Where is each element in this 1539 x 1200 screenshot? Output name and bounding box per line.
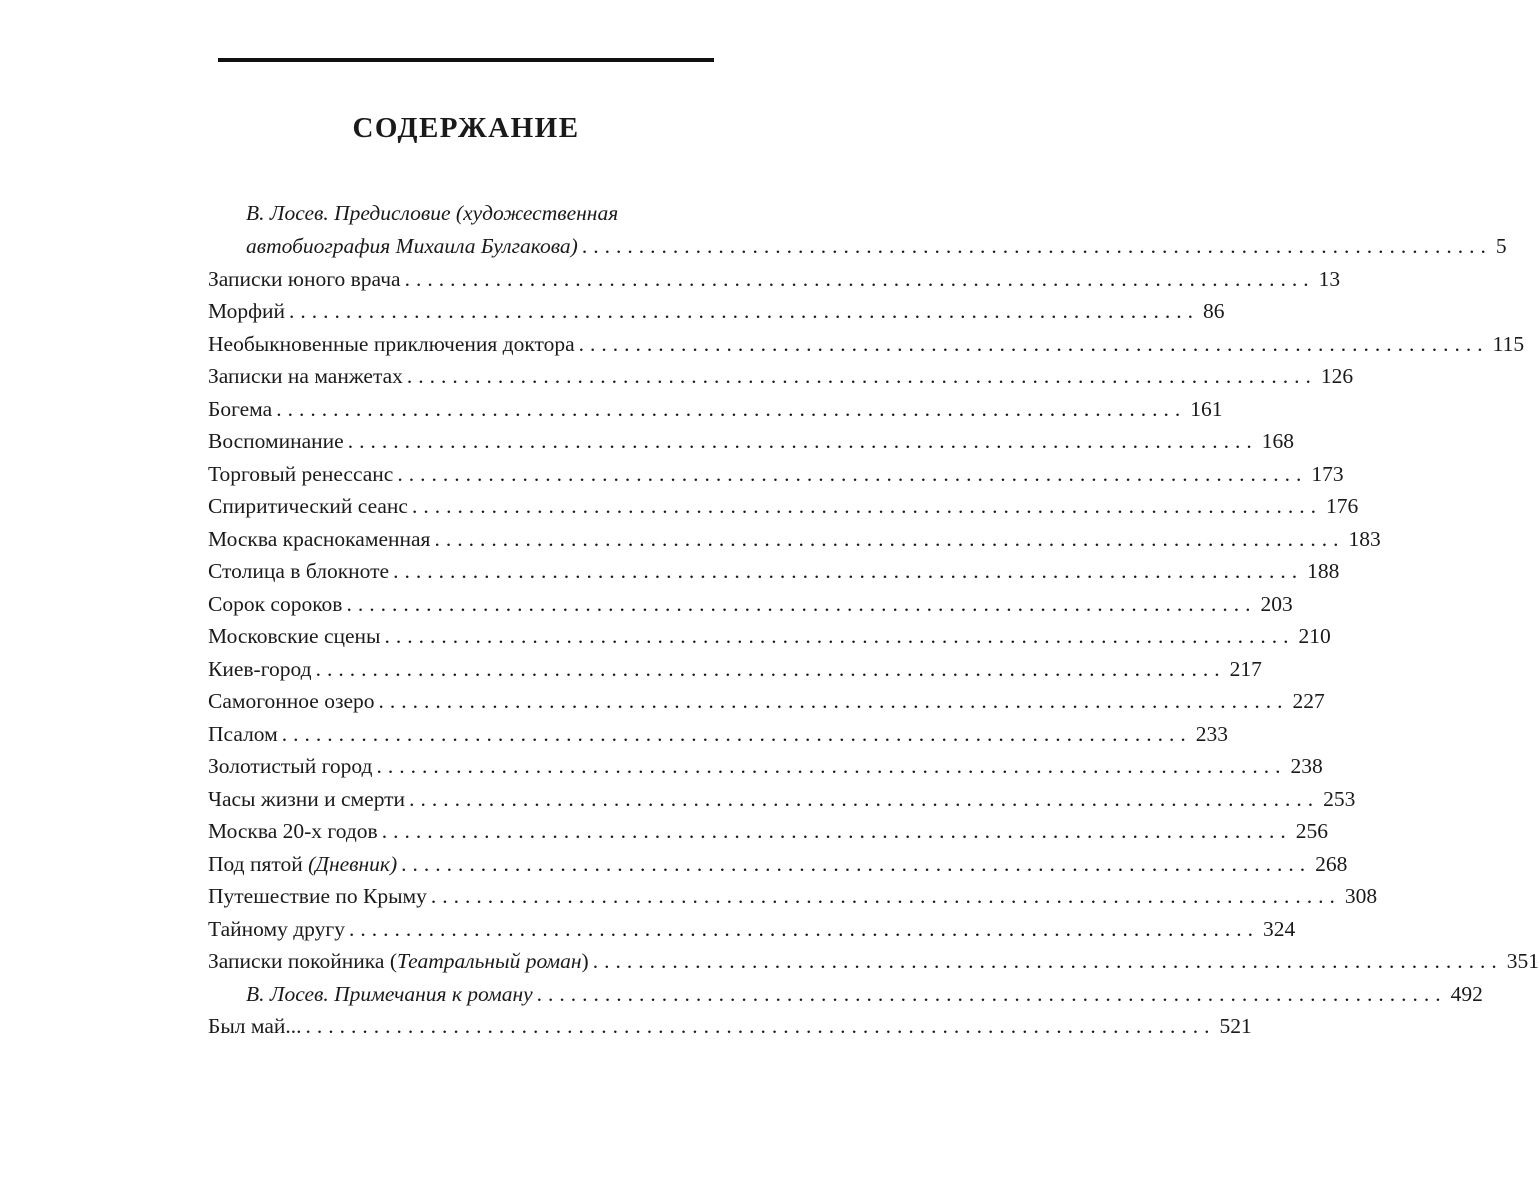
toc-page-number: 183 [1348, 526, 1381, 551]
leader-dots: ................................................................................ [397, 461, 1308, 486]
toc-entry-title: Спиритический сеанс [208, 494, 408, 518]
toc-entry[interactable] [208, 523, 1381, 556]
toc-page-number: 210 [1298, 624, 1331, 648]
toc-entry[interactable] [208, 490, 1359, 523]
leader-dots: ................................................................................ [347, 429, 1258, 453]
toc-page-number: 521 [1219, 1014, 1252, 1038]
toc-entry-title: Торговый ренессанс [208, 461, 394, 486]
leader-dots: ................................................................................ [305, 1014, 1216, 1038]
leader-dots: ................................................................................ [393, 559, 1304, 583]
toc-page-number: 351 [1506, 949, 1539, 973]
toc-entry[interactable] [208, 360, 1354, 393]
leader-dots: ................................................................................ [578, 331, 1489, 356]
toc-page-number: 126 [1320, 364, 1354, 388]
leader-dots: ................................................................................ [409, 786, 1320, 811]
toc-entry-title [208, 848, 397, 881]
toc-entry[interactable] [208, 393, 1223, 426]
toc-page-number: 176 [1325, 494, 1359, 518]
leader-dots: ................................................................................ [592, 949, 1503, 973]
toc-entry-notes[interactable] [208, 978, 1483, 1011]
toc-entry-title: Путешествие по Крыму [208, 884, 427, 908]
toc-entry[interactable] [208, 783, 1356, 816]
toc-entry[interactable] [208, 880, 1378, 913]
toc-page-number: 268 [1315, 851, 1348, 876]
toc-entry-title: Псалом [208, 721, 278, 746]
toc-entry-title: Богема [208, 396, 273, 421]
toc-entry-diary[interactable] [208, 848, 1348, 881]
toc-page-number: 256 [1295, 819, 1328, 843]
top-rule [218, 58, 714, 62]
toc-entry-subtitle: Театральный роман [397, 949, 582, 973]
toc-page-number: 161 [1190, 396, 1223, 421]
toc-entry-title: Морфий [208, 299, 286, 323]
toc-entry-title: Записки юного врача [208, 266, 401, 291]
toc-page-number: 5 [1495, 234, 1507, 258]
leader-dots: ................................................................................ [406, 364, 1317, 388]
toc-page-number: 168 [1261, 429, 1294, 453]
toc-entry-title: Москва 20-х годов [208, 819, 378, 843]
toc-entry-title: В. Лосев. Предисловие (художественная [246, 201, 619, 225]
leader-dots: ................................................................................ [289, 299, 1200, 323]
toc-entry-title: автобиография Михаила Булгакова) [246, 234, 578, 258]
toc-entry-title: Записки на манжетах [208, 364, 403, 388]
toc-page-number: 492 [1450, 981, 1483, 1006]
toc-entry-title: Золотистый город [208, 754, 373, 778]
toc-entry[interactable] [208, 425, 1294, 458]
toc-entry-title [208, 945, 589, 978]
toc-page-number: 227 [1292, 689, 1325, 713]
toc-page-number: 308 [1344, 884, 1378, 908]
toc-entry-title: Киев-город [208, 656, 312, 681]
toc-entry-theatrical-novel[interactable] [208, 945, 1539, 978]
toc-entry-title-main: Записки покойника ( [208, 949, 397, 973]
leader-dots: ................................................................................ [276, 396, 1187, 421]
leader-dots: ................................................................................ [430, 884, 1341, 908]
toc-page-number: 173 [1311, 461, 1344, 486]
leader-dots: ................................................................................ [434, 526, 1345, 551]
leader-dots: ................................................................................ [401, 851, 1312, 876]
toc-page-number: 188 [1307, 559, 1340, 583]
toc-page-number: 115 [1492, 331, 1525, 356]
toc-page-number: 238 [1290, 754, 1323, 778]
toc-entry[interactable] [208, 555, 1340, 588]
page-title: СОДЕРЖАНИЕ [352, 112, 580, 144]
leader-dots: ................................................................................ [411, 494, 1322, 518]
table-of-contents [208, 196, 1539, 1043]
toc-entry[interactable] [208, 815, 1328, 848]
toc-entry[interactable] [208, 685, 1325, 718]
toc-entry[interactable] [208, 750, 1323, 783]
toc-entry[interactable] [208, 588, 1293, 621]
toc-page-number: 233 [1195, 721, 1228, 746]
leader-dots: ................................................................................ [384, 624, 1295, 648]
toc-entry-title: Москва краснокаменная [208, 526, 431, 551]
toc-entry-title: Самогонное озеро [208, 689, 375, 713]
toc-entry-title-main: Под пятой [208, 851, 303, 876]
leader-dots: ................................................................................ [315, 656, 1226, 681]
toc-entry[interactable] [208, 458, 1344, 491]
toc-entry-title: Московские сцены [208, 624, 381, 648]
leader-dots: ................................................................................ [281, 721, 1192, 746]
leader-dots: ................................................................................ [346, 591, 1257, 616]
toc-page-number: 324 [1262, 916, 1296, 941]
toc-page-number: 86 [1203, 299, 1225, 323]
leader-dots: ................................................................................ [404, 266, 1315, 291]
toc-entry-title: Был май... [208, 1014, 302, 1038]
toc-entry-subtitle: (Дневник) [308, 851, 398, 876]
toc-page-number: 203 [1260, 591, 1293, 616]
toc-entry[interactable] [208, 718, 1228, 751]
toc-entry-title: Необыкновенные приключения доктора [208, 331, 575, 356]
leader-dots: ................................................................................ [381, 819, 1292, 843]
toc-entry-title: Часы жизни и смерти [208, 786, 406, 811]
toc-entry-title: Столица в блокноте [208, 559, 390, 583]
toc-entry-title: Воспоминание [208, 429, 344, 453]
toc-entry[interactable] [208, 263, 1341, 296]
toc-page-number: 217 [1229, 656, 1262, 681]
toc-entry-preface-continued[interactable] [208, 230, 1507, 263]
toc-entry[interactable] [208, 913, 1296, 946]
toc-entry-preface[interactable] [208, 196, 726, 230]
leader-dots: ................................................................................ [536, 981, 1447, 1006]
toc-page-number: 13 [1318, 266, 1341, 291]
leader-dots: ................................................................................ [378, 689, 1289, 713]
leader-dots: ................................................................................ [376, 754, 1287, 778]
toc-entry-title: В. Лосев. Примечания к роману [246, 981, 533, 1006]
toc-entry[interactable] [208, 653, 1262, 686]
leader-dots: ................................................................................ [348, 916, 1259, 941]
toc-entry-title: Тайному другу [208, 916, 345, 941]
toc-entry[interactable] [208, 620, 1331, 653]
toc-entry[interactable] [208, 295, 1225, 328]
toc-entry-title-suffix: ) [581, 949, 589, 973]
toc-page-number: 253 [1323, 786, 1356, 811]
toc-entry-title: Сорок сороков [208, 591, 343, 616]
toc-entry[interactable] [208, 328, 1525, 361]
toc-entry[interactable] [208, 1010, 1252, 1043]
leader-dots: ................................................................................ [581, 234, 1492, 258]
